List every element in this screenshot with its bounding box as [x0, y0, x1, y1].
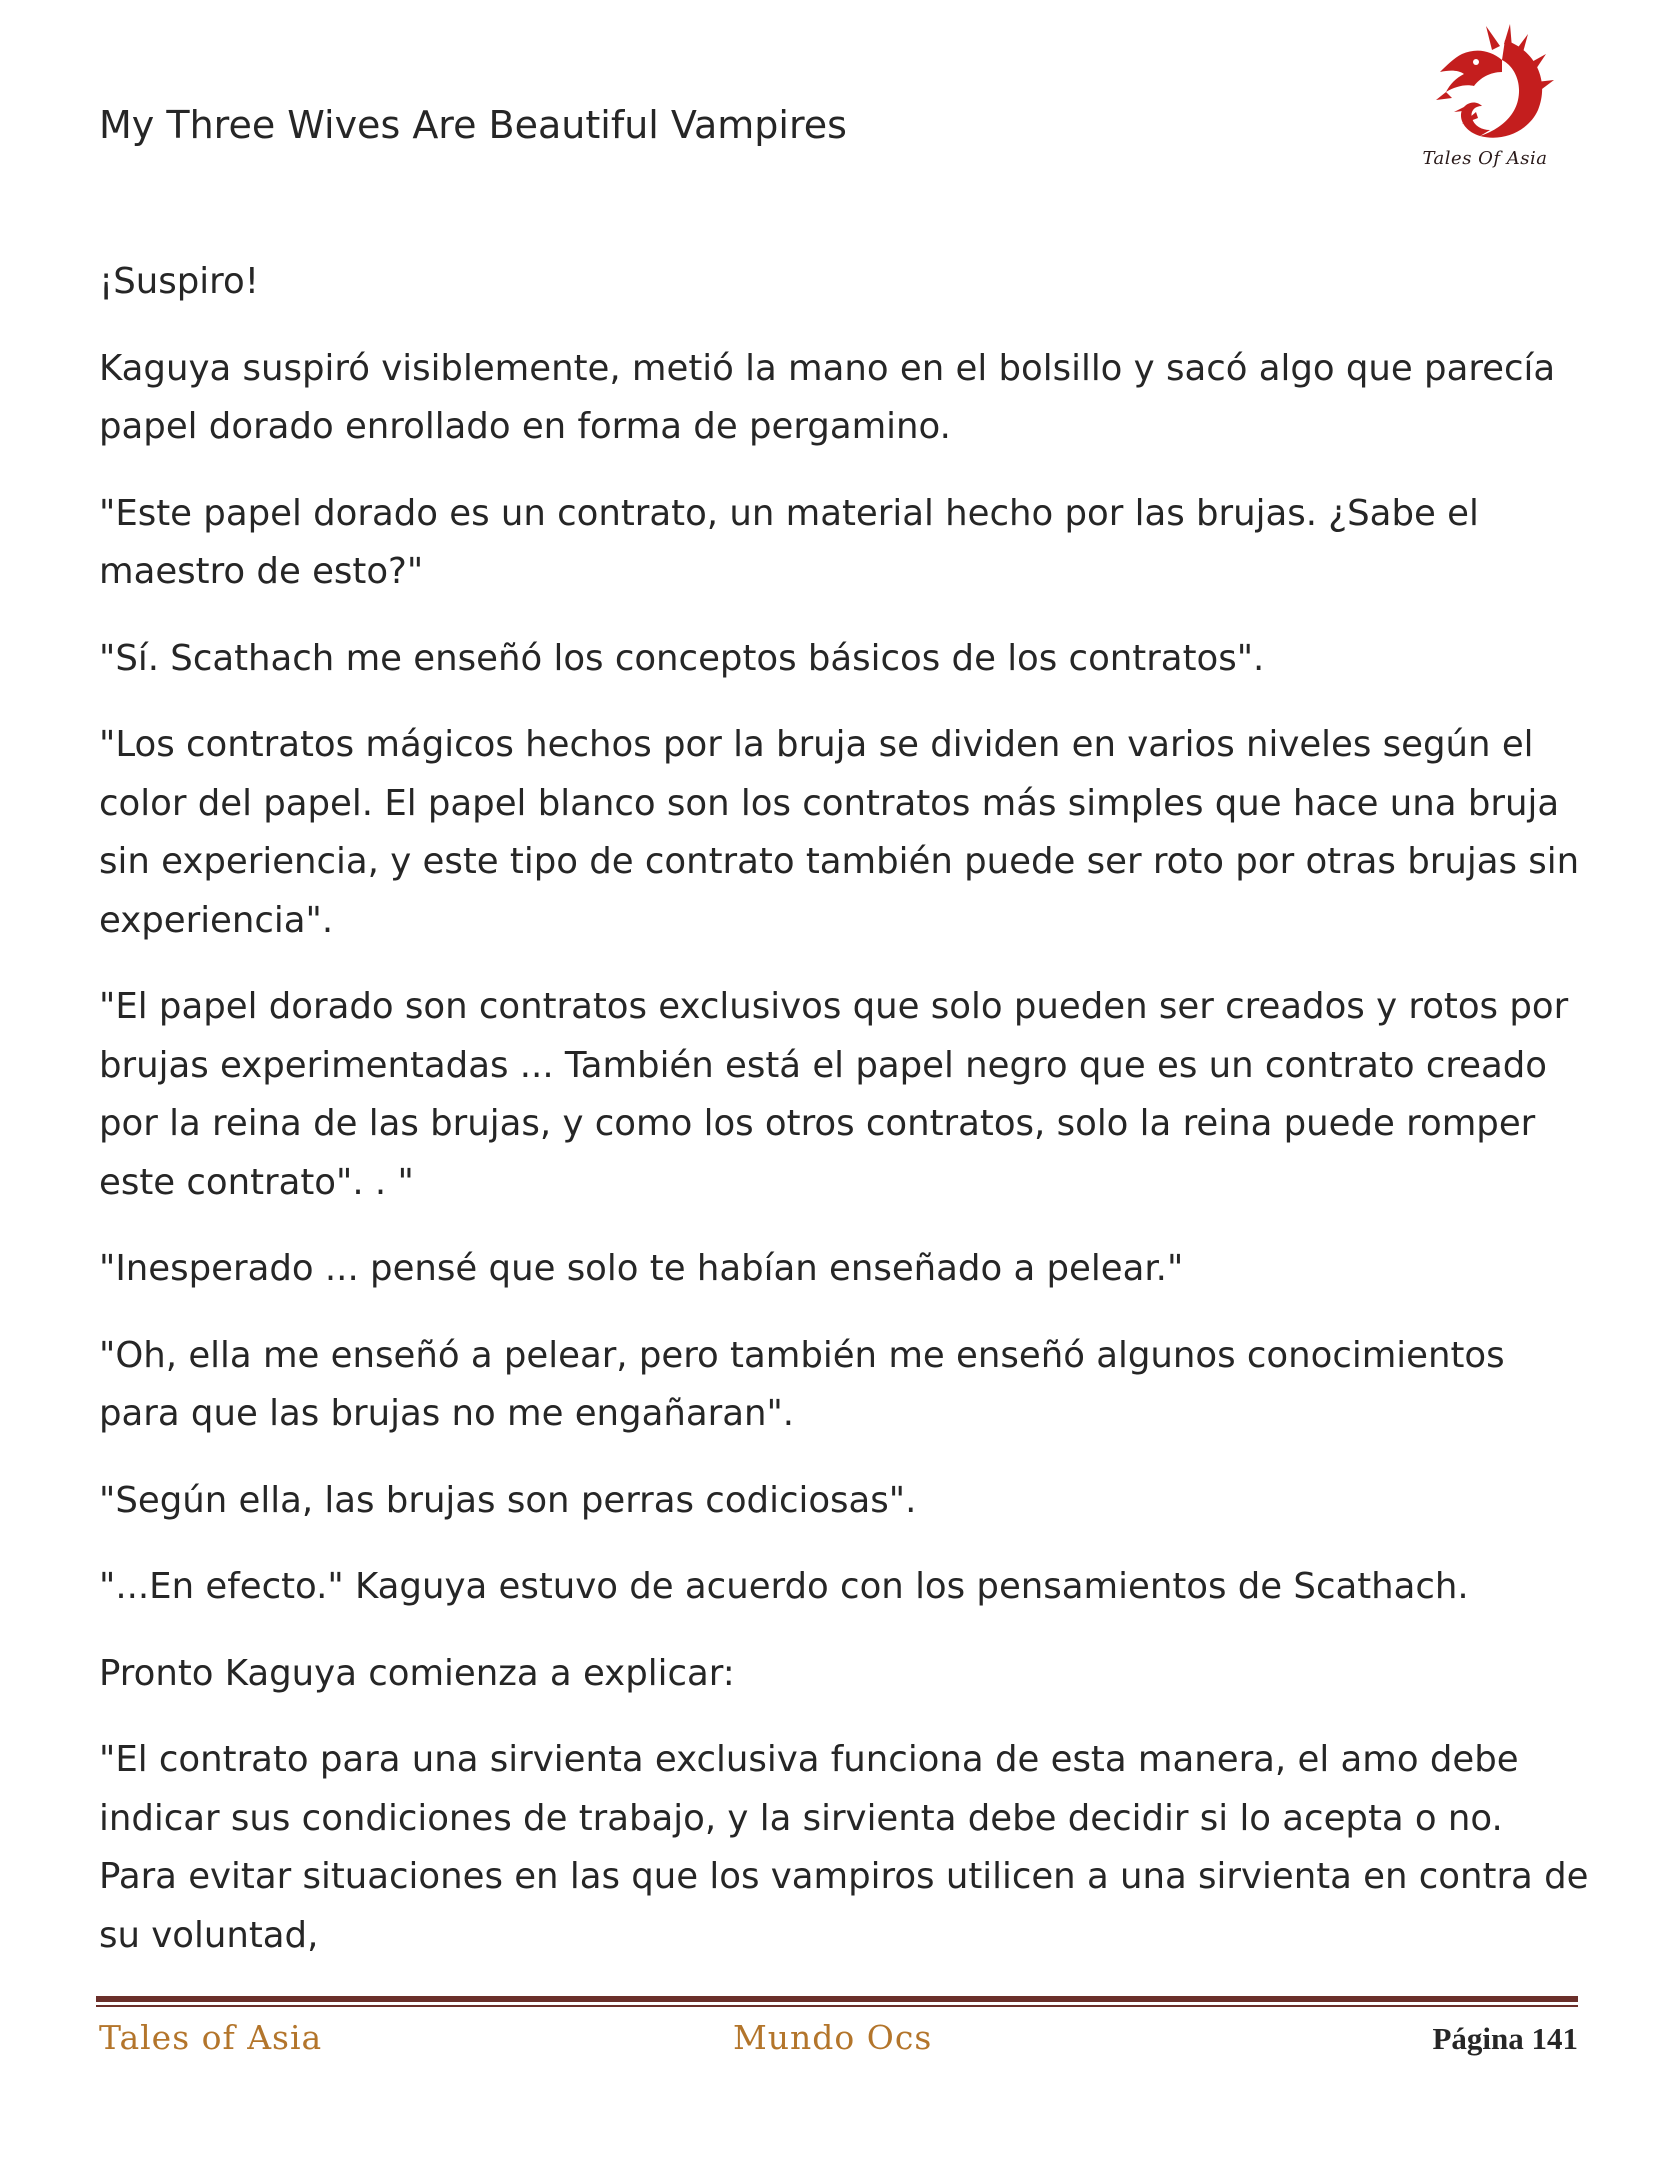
- logo-text: Tales Of Asia: [1422, 148, 1548, 169]
- tales-of-asia-logo: [1410, 20, 1560, 180]
- paragraph: "Oh, ella me enseñó a pelear, pero también me enseñó algunos conocimientos para que las brujas no me engañaran".: [99, 1334, 1505, 1434]
- footer-publisher: Tales of Asia: [99, 2018, 323, 2057]
- paragraph: "Sí. Scathach me enseñó los conceptos básicos de los contratos".: [99, 637, 1265, 679]
- page-number-value: 141: [1531, 2021, 1578, 2056]
- paragraph: "Este papel dorado es un contrato, un material hecho por las brujas. ¿Sabe el maestro de esto?": [99, 492, 1479, 592]
- paragraph: Pronto Kaguya comienza a explicar:: [99, 1652, 735, 1694]
- footer-divider: [96, 1996, 1578, 2007]
- dragon-icon: [1410, 20, 1560, 150]
- chapter-body: [99, 253, 1589, 1993]
- paragraph: "El contrato para una sirvienta exclusiva funciona de esta manera, el amo debe indicar sus condiciones de trabajo, y la sirvienta debe decidir si lo acepta o no. Para evitar situaciones en las que los vampiros utilicen a una sirvienta en contra de su voluntad,: [99, 1739, 1589, 1956]
- paragraph: ¡Suspiro!: [99, 261, 259, 302]
- footer-translator: Mundo Ocs: [733, 2018, 933, 2057]
- page-number: [1432, 2018, 1578, 2060]
- paragraph: "Según ella, las brujas son perras codiciosas".: [99, 1479, 917, 1521]
- paragraph: Kaguya suspiró visiblemente, metió la mano en el bolsillo y sacó algo que parecía papel dorado enrollado en forma de pergamino.: [99, 347, 1556, 447]
- paragraph: "...En efecto." Kaguya estuvo de acuerdo con los pensamientos de Scathach.: [99, 1566, 1469, 1607]
- paragraph: "El papel dorado son contratos exclusivos que solo pueden ser creados y rotos por brujas experimentadas ... También está el papel negro que es un contrato creado por la reina de las brujas, y como los otros contratos, solo la reina puede romper este contrato". . ": [99, 986, 1569, 1203]
- page-label: Página: [1432, 2021, 1524, 2056]
- book-title: My Three Wives Are Beautiful Vampires: [99, 103, 847, 147]
- paragraph: "Inesperado ... pensé que solo te habían enseñado a pelear.": [99, 1248, 1184, 1289]
- paragraph: "Los contratos mágicos hechos por la bruja se dividen en varios niveles según el color del papel. El papel blanco son los contratos más simples que hace una bruja sin experiencia, y este tipo de contrato también puede ser roto por otras brujas sin experiencia".: [99, 724, 1580, 941]
